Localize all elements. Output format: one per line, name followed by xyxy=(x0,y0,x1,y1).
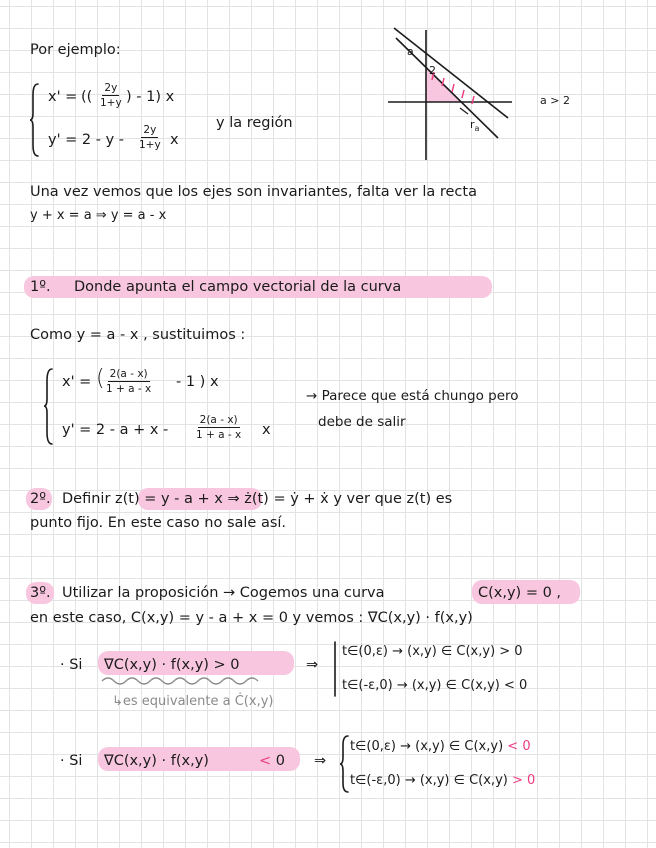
step1-number: 1º. xyxy=(30,279,51,295)
step1-note-2: debe de salir xyxy=(318,414,406,430)
case2-sign xyxy=(259,752,285,770)
step3-line-2: en este caso, C(x,y) = y - a + x = 0 y vemos : ∇C(x,y) · f(x,y) xyxy=(30,610,473,626)
step3-line-1a: Utilizar la proposición → Cogemos una curva xyxy=(62,585,385,601)
step2-number: 2º. xyxy=(30,491,51,507)
case2-result-1-sign: < 0 xyxy=(507,739,531,754)
diagram-ra-label xyxy=(470,116,479,138)
sys1-x-open: (( xyxy=(81,89,93,105)
step2-line-2: punto fijo. En este caso no sale así. xyxy=(30,515,287,531)
case2-result-1 xyxy=(350,738,531,756)
sys1-frac-2 xyxy=(139,124,161,151)
case2-sign-zero: 0 xyxy=(271,753,285,769)
case1-note: ↳es equivalente a Ċ(x,y) xyxy=(112,694,274,709)
step1-y-frac-den: 1 + a - x xyxy=(196,429,242,441)
step3-line-1b: C(x,y) = 0 , xyxy=(478,585,562,601)
step1-heading: Donde apunta el campo vectorial de la curva xyxy=(74,279,402,295)
step1-y-frac-num: 2(a - x) xyxy=(199,414,238,426)
step1-x-lhs: x' = xyxy=(62,374,92,390)
sys1-frac-1 xyxy=(100,82,122,109)
step1-x-frac-den: 1 + a - x xyxy=(106,383,152,395)
diagram-2-label: 2 xyxy=(429,64,436,77)
sys1-frac-1-den: 1+y xyxy=(100,97,122,109)
invariant-line-2: y + x = a ⇒ y = a - x xyxy=(30,208,167,223)
step3-number: 3º. xyxy=(30,585,51,601)
sys1-frac-2-num: 2y xyxy=(143,124,157,136)
system-brace-1 xyxy=(30,83,40,158)
sys1-x-rest: ) - 1) x xyxy=(126,89,175,105)
diagram-a-label: a xyxy=(407,45,414,58)
step1-x-paren: ( xyxy=(96,366,105,391)
case2-si: · Si xyxy=(60,753,83,769)
sys1-frac-1-num: 2y xyxy=(104,82,118,94)
region-text: y la región xyxy=(216,115,293,131)
case2-result-2 xyxy=(350,772,535,790)
case2-condition: ∇C(x,y) · f(x,y) xyxy=(104,753,209,769)
ra-pointer xyxy=(460,108,468,114)
line-y-a-minus-x xyxy=(394,28,508,118)
step1-x-frac-num: 2(a - x) xyxy=(109,368,148,380)
sys1-frac-2-den: 1+y xyxy=(139,139,161,151)
intro-title: Por ejemplo: xyxy=(30,42,121,58)
case1-si: · Si xyxy=(60,657,83,673)
step1-x-frac xyxy=(106,368,151,395)
case2-brace xyxy=(340,735,350,793)
step1-y-rest: x xyxy=(262,422,271,438)
step1-subst: Como y = a - x , sustituimos : xyxy=(30,327,246,343)
case2-result-2-sign: > 0 xyxy=(511,773,536,788)
case1-condition: ∇C(x,y) · f(x,y) > 0 xyxy=(104,657,240,673)
case1-arrow: ⇒ xyxy=(306,657,319,673)
case1-squiggle xyxy=(100,676,290,686)
step2-line-1: Definir z(t) = y - a + x ⇒ ż(t) = ẏ + ẋ y ver que z(t) es xyxy=(62,491,453,507)
case2-arrow: ⇒ xyxy=(314,753,327,769)
system-brace-2 xyxy=(44,368,54,446)
case2-result-2-text: t∈(-ε,0) → (x,y) ∈ C(x,y) xyxy=(350,773,508,788)
case1-result-1: t∈(0,ε) → (x,y) ∈ C(x,y) > 0 xyxy=(342,644,523,659)
step1-y-lhs: y' = 2 - a + x - xyxy=(62,422,169,438)
step1-note-1: → Parece que está chungo pero xyxy=(306,388,519,404)
invariant-line-1: Una vez vemos que los ejes son invariantes, falta ver la recta xyxy=(30,184,477,200)
ra-letter: r xyxy=(470,118,475,131)
sys1-y-rest: x xyxy=(170,132,179,148)
sys1-y-lhs: y' = 2 - y - xyxy=(48,132,125,148)
condition-label: a > 2 xyxy=(540,94,570,107)
ra-subscript: a xyxy=(474,124,480,134)
case2-result-1-text: t∈(0,ε) → (x,y) ∈ C(x,y) xyxy=(350,739,504,754)
case1-bar xyxy=(332,641,338,697)
step1-y-frac xyxy=(196,414,241,441)
step1-x-rest: - 1 ) x xyxy=(176,374,219,390)
case2-sign-lt: < xyxy=(259,753,272,769)
sys1-x-lhs: x' = xyxy=(48,89,78,105)
region-diagram xyxy=(380,20,520,165)
case1-result-2: t∈(-ε,0) → (x,y) ∈ C(x,y) < 0 xyxy=(342,678,528,693)
